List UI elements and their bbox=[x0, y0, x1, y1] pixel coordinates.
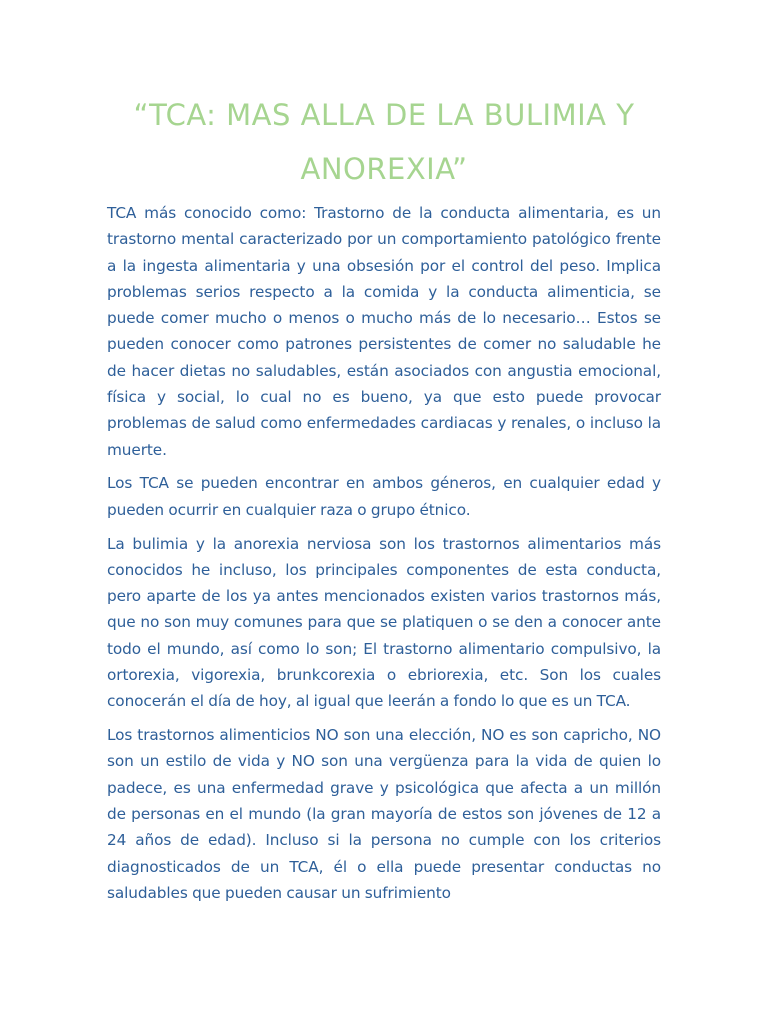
paragraph-4: Los trastornos alimenticios NO son una elección, NO es son capricho, NO son un estilo de vida y NO son una vergüenza para la vida de quien lo padece, es una enfermedad grave y psicológica que afecta a un millón de personas en el mundo (la gran mayoría de estos son jóvenes de 12 a 24 años de edad). Incluso si la persona no cumple con los criterios diagnosticados de un TCA, él o ella puede presentar conductas no saludables que pueden causar un sufrimiento bbox=[107, 726, 661, 902]
document-body bbox=[107, 200, 661, 914]
paragraph-1: TCA más conocido como: Trastorno de la conducta alimentaria, es un trastorno mental caracterizado por un comportamiento patológico frente a la ingesta alimentaria y una obsesión por el control del peso. Implica problemas serios respecto a la comida y la conducta alimenticia, se puede comer mucho o menos o mucho más de lo necesario… Estos se pueden conocer como patrones persistentes de comer no saludable he de hacer dietas no saludables, están asociados con angustia emocional, física y social, lo cual no es bueno, ya que esto puede provocar problemas de salud como enfermedades cardiacas y renales, o incluso la muerte. bbox=[107, 204, 661, 459]
paragraph-3: La bulimia y la anorexia nerviosa son los trastornos alimentarios más conocidos he incluso, los principales componentes de esta conducta, pero aparte de los ya antes mencionados existen varios trastornos más, que no son muy comunes para que se platiquen o se den a conocer ante todo el mundo, así como lo son; El trastorno alimentario compulsivo, la ortorexia, vigorexia, brunkcorexia o ebriorexia, etc. Son los cuales conocerán el día de hoy, al igual que leerán a fondo lo que es un TCA. bbox=[107, 534, 661, 711]
paragraph-2: Los TCA se pueden encontrar en ambos géneros, en cualquier edad y pueden ocurrir en cualquier raza o grupo étnico. bbox=[107, 474, 661, 519]
document-title: “TCA: MAS ALLA DE LA BULIMIA Y ANOREXIA” bbox=[133, 98, 635, 186]
